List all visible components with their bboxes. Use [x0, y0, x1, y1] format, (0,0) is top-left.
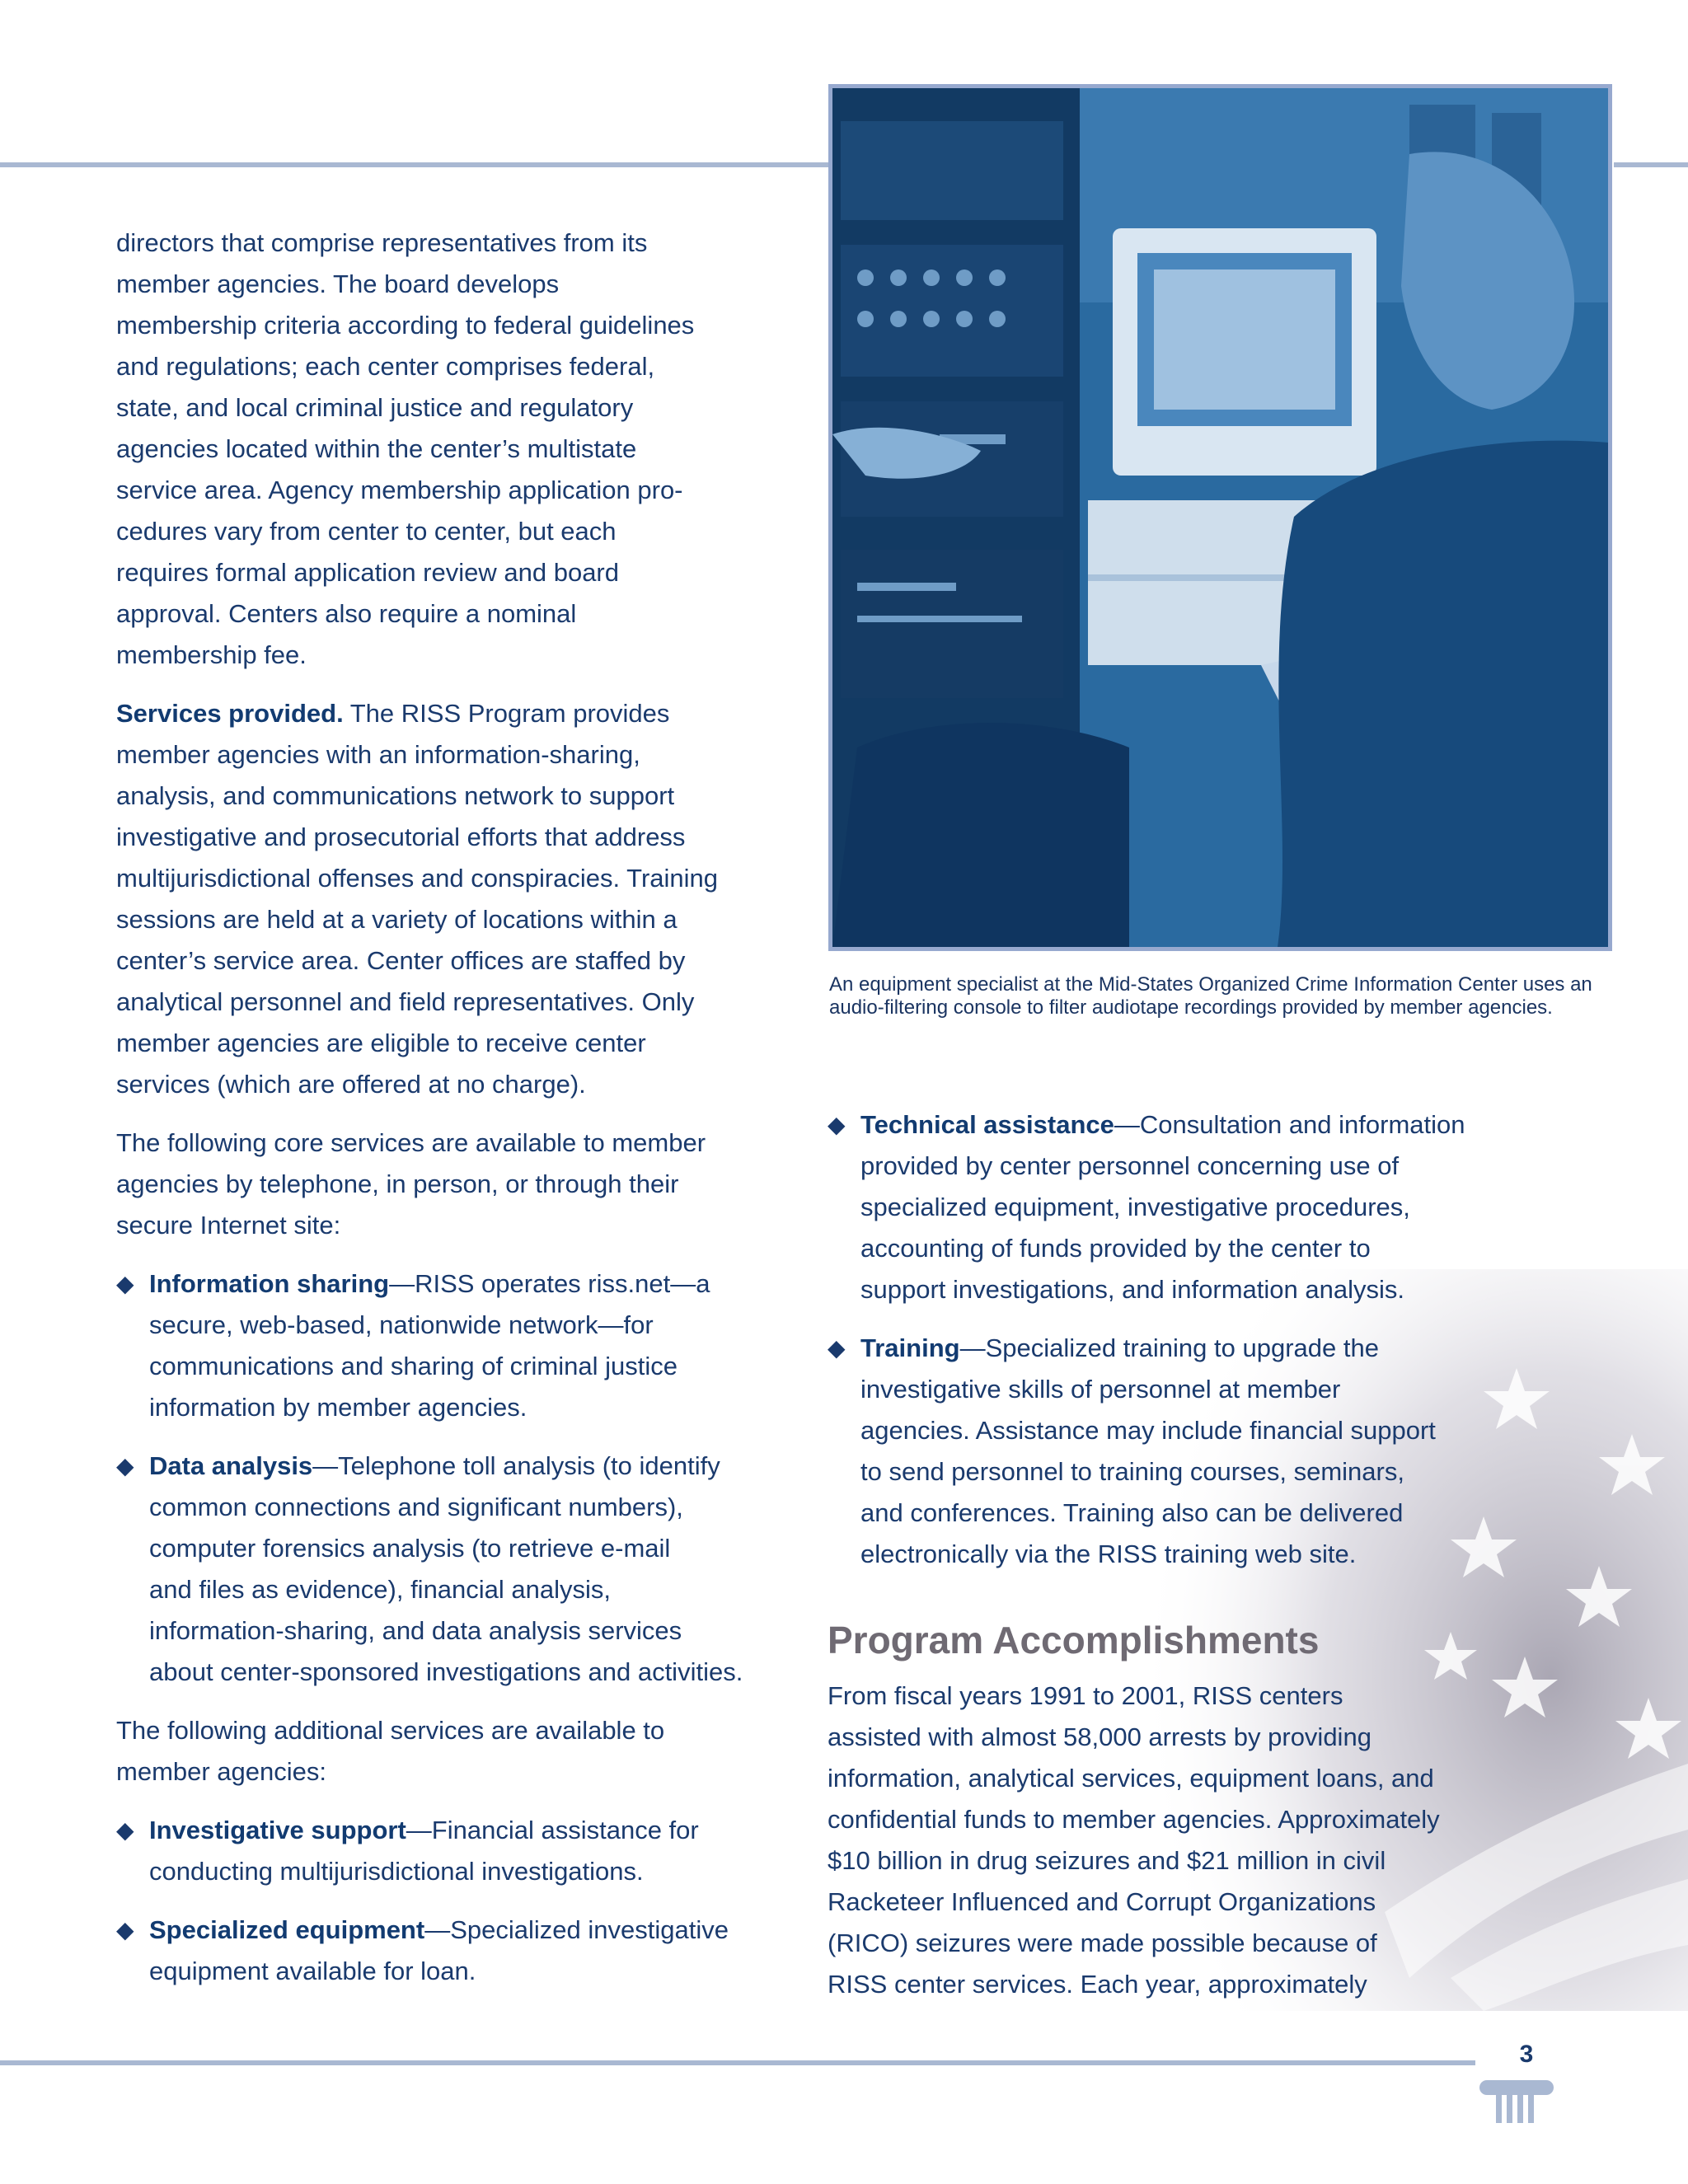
bullet-text: —RISS operates riss.net—a secure, web-based, nationwide network—for communications and sharing of criminal justice information by member agencies.: [149, 1269, 710, 1422]
bullet-text: —Specialized investigative equipment available for loan.: [149, 1915, 729, 1985]
program-accomplishments-heading: Program Accomplishments: [828, 1619, 1320, 1661]
membership-paragraph: directors that comprise representatives from its member agencies. The board develops membership criteria according to federal guidelines and regulations; each center comprises federal, state, and local criminal justice and regulatory agencies located within the center’s multistate service area. Agency membership application pro- cedures vary from center to center, but each requires formal application review and board approval. Centers also require a nominal membership fee.: [116, 228, 695, 669]
right-column: [828, 1104, 1487, 2022]
bullet-term: Technical assistance: [860, 1110, 1114, 1139]
bullet-term: Investigative support: [149, 1816, 406, 1844]
bullet-data-analysis: [116, 1446, 776, 1693]
bullet-information-sharing: [116, 1263, 776, 1428]
bullet-technical-assistance: [828, 1104, 1487, 1310]
column-pillar-icon: [1479, 2079, 1554, 2125]
diamond-bullet-icon: ◆: [828, 1112, 846, 1137]
accomplishments-paragraph: From fiscal years 1991 to 2001, RISS centers assisted with almost 58,000 arrests by providing information, analytical services, equipment loans, and confidential funds to member agencies. Approximately $10 billion in drug seizures and $21 million in civil Racketeer Influenced and Corrupt Organizations (RICO) seizures were made possible because of RISS center services. Each year, approximately: [828, 1681, 1440, 1999]
additional-services-intro: The following additional services are available to member agencies:: [116, 1716, 665, 1786]
services-provided-term: Services provided.: [116, 699, 344, 728]
bottom-rule: [0, 2060, 1475, 2065]
bullet-investigative-support: [116, 1810, 776, 1892]
bullet-training: [828, 1328, 1487, 1575]
services-provided-paragraph: [116, 693, 776, 1105]
bullet-specialized-equipment: [116, 1910, 776, 1992]
diamond-bullet-icon: ◆: [116, 1271, 134, 1296]
top-rule-left: [0, 162, 828, 167]
bullet-term: Training: [860, 1333, 960, 1362]
bullet-term: Data analysis: [149, 1451, 313, 1480]
diamond-bullet-icon: ◆: [116, 1453, 134, 1479]
equipment-specialist-photo: [828, 84, 1612, 951]
diamond-bullet-icon: ◆: [116, 1917, 134, 1943]
core-services-intro: The following core services are available to member agencies by telephone, in person, or through their secure Internet site:: [116, 1128, 706, 1240]
bullet-term: Information sharing: [149, 1269, 390, 1298]
page-number: 3: [1519, 2041, 1534, 2068]
diamond-bullet-icon: ◆: [116, 1817, 134, 1843]
services-provided-text: The RISS Program provides member agencies with an information-sharing, analysis, and communications network to support investigative and prosecutorial efforts that address multijurisdictional offenses and conspiracies. Training sessions are held at a variety of locations within a center’s service area. Center offices are staffed by analytical personnel and field representatives. Only member agencies are eligible to receive center services (which are offered at no charge).: [116, 699, 719, 1099]
top-rule-right: [1614, 162, 1688, 167]
photo-caption: An equipment specialist at the Mid-States Organized Crime Information Center uses an audio-filtering console to filter audiotape recordings provided by member agencies.: [829, 973, 1592, 1019]
diamond-bullet-icon: ◆: [828, 1335, 846, 1361]
bullet-text: —Consultation and information provided by center personnel concerning use of specialized equipment, investigative procedures, accounting of funds provided by the center to support investigations, and information analysis.: [860, 1110, 1465, 1304]
bullet-text: —Telephone toll analysis (to identify common connections and significant numbers), computer forensics analysis (to retrieve e-mail and files as evidence), financial analysis, information-sharing, and data analysis services about center-sponsored investigations and activities.: [149, 1451, 743, 1686]
bullet-term: Specialized equipment: [149, 1915, 425, 1944]
bullet-text: —Financial assistance for conducting multijurisdictional investigations.: [149, 1816, 699, 1886]
left-column: [116, 223, 776, 2009]
bullet-text: —Specialized training to upgrade the investigative skills of personnel at member agencies. Assistance may include financial support to send personnel to training courses, seminars, and conferences. Training also can be delivered electronically via the RISS training web site.: [860, 1333, 1436, 1568]
